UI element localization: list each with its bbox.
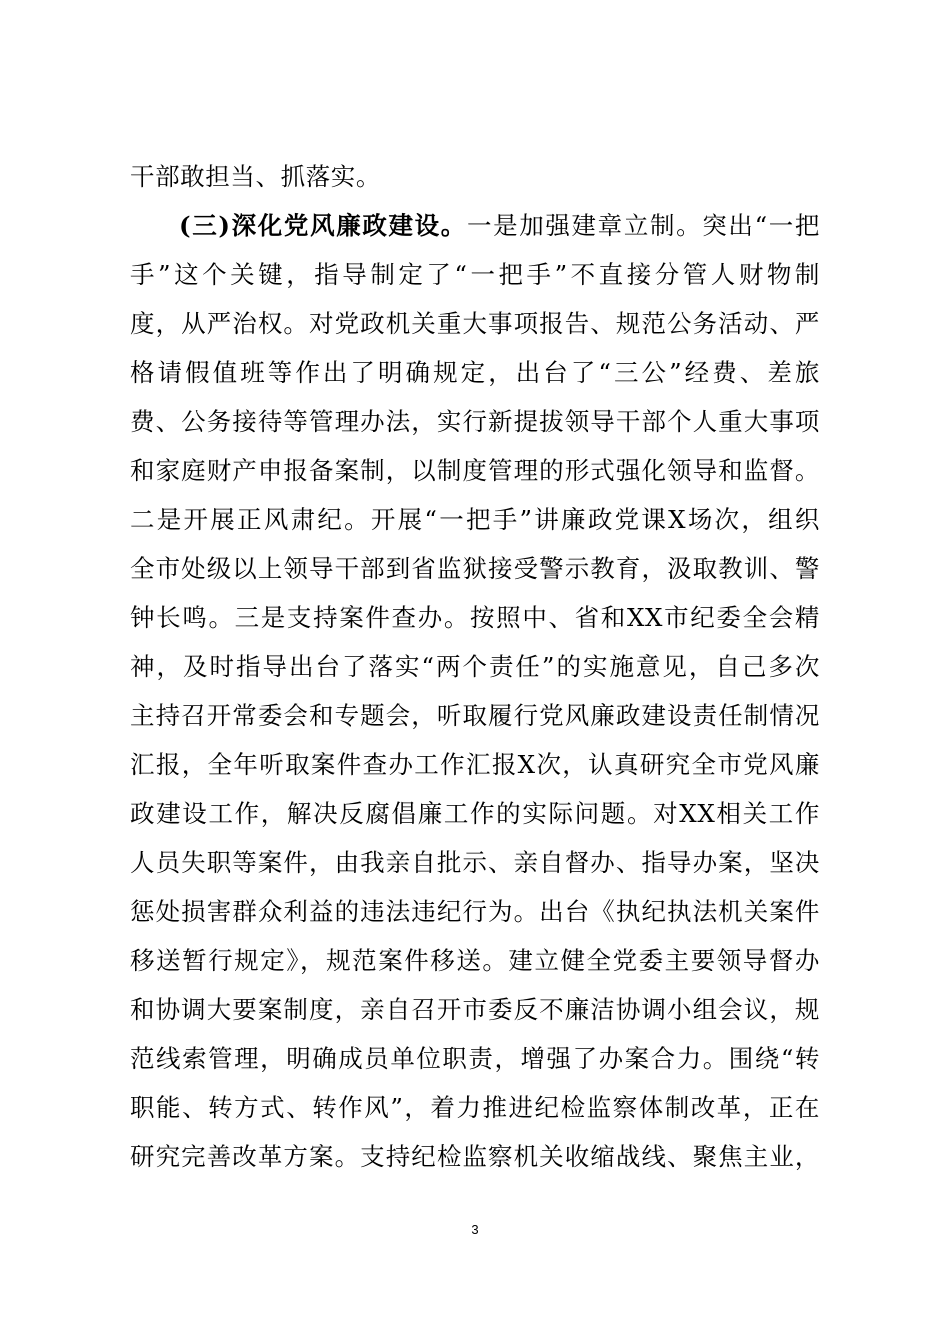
text-line-9: 全市处级以上领导干部到省监狱接受警示教育，汲取教训、警	[130, 554, 820, 583]
text-line-10: 钟长鸣。三是支持案件查办。按照中、省和XX市纪委全会精	[130, 603, 820, 632]
text-line-11: 神，及时指导出台了落实“两个责任”的实施意见，自己多次	[130, 652, 820, 681]
document-body	[130, 152, 820, 1181]
text-line-17: 移送暂行规定》，规范案件移送。建立健全党委主要领导督办	[130, 946, 820, 975]
text-line-20: 职能、转方式、转作风”，着力推进纪检监察体制改革，正在	[130, 1093, 820, 1122]
text-line-6: 费、公务接待等管理办法，实行新提拔领导干部个人重大事项	[130, 407, 820, 436]
text-line-4: 度，从严治权。对党政机关重大事项报告、规范公务活动、严	[130, 309, 820, 338]
text-line-5: 格请假值班等作出了明确规定，出台了“三公”经费、差旅	[130, 358, 820, 387]
text-line-12: 主持召开常委会和专题会，听取履行党风廉政建设责任制情况	[130, 701, 820, 730]
section-heading-line	[130, 201, 820, 250]
section-heading-rest: 一是加强建章立制。突出“一把	[466, 211, 820, 240]
text-line-8: 二是开展正风肃纪。开展“一把手”讲廉政党课X场次，组织	[130, 505, 820, 534]
page-number: 3	[471, 1222, 479, 1237]
text-line-14: 政建设工作，解决反腐倡廉工作的实际问题。对XX相关工作	[130, 799, 820, 828]
text-line-3: 手”这个关键，指导制定了“一把手”不直接分管人财物制	[130, 260, 820, 289]
text-line-16: 惩处损害群众利益的违法违纪行为。出台《执纪执法机关案件	[130, 897, 820, 926]
text-line-15: 人员失职等案件，由我亲自批示、亲自督办、指导办案，坚决	[130, 848, 820, 877]
text-line-18: 和协调大要案制度，亲自召开市委反不廉洁协调小组会议，规	[130, 995, 820, 1024]
text-line-13: 汇报，全年听取案件查办工作汇报X次，认真研究全市党风廉	[130, 750, 820, 779]
text-line-1: 干部敢担当、抓落实。	[130, 162, 381, 191]
section-heading: (三)深化党风廉政建设。	[179, 211, 467, 240]
text-line-7: 和家庭财产申报备案制，以制度管理的形式强化领导和监督。	[130, 456, 820, 485]
text-line-19: 范线索管理，明确成员单位职责，增强了办案合力。围绕“转	[130, 1044, 820, 1073]
text-line-21: 研究完善改革方案。支持纪检监察机关收缩战线、聚焦主业，	[130, 1142, 820, 1171]
